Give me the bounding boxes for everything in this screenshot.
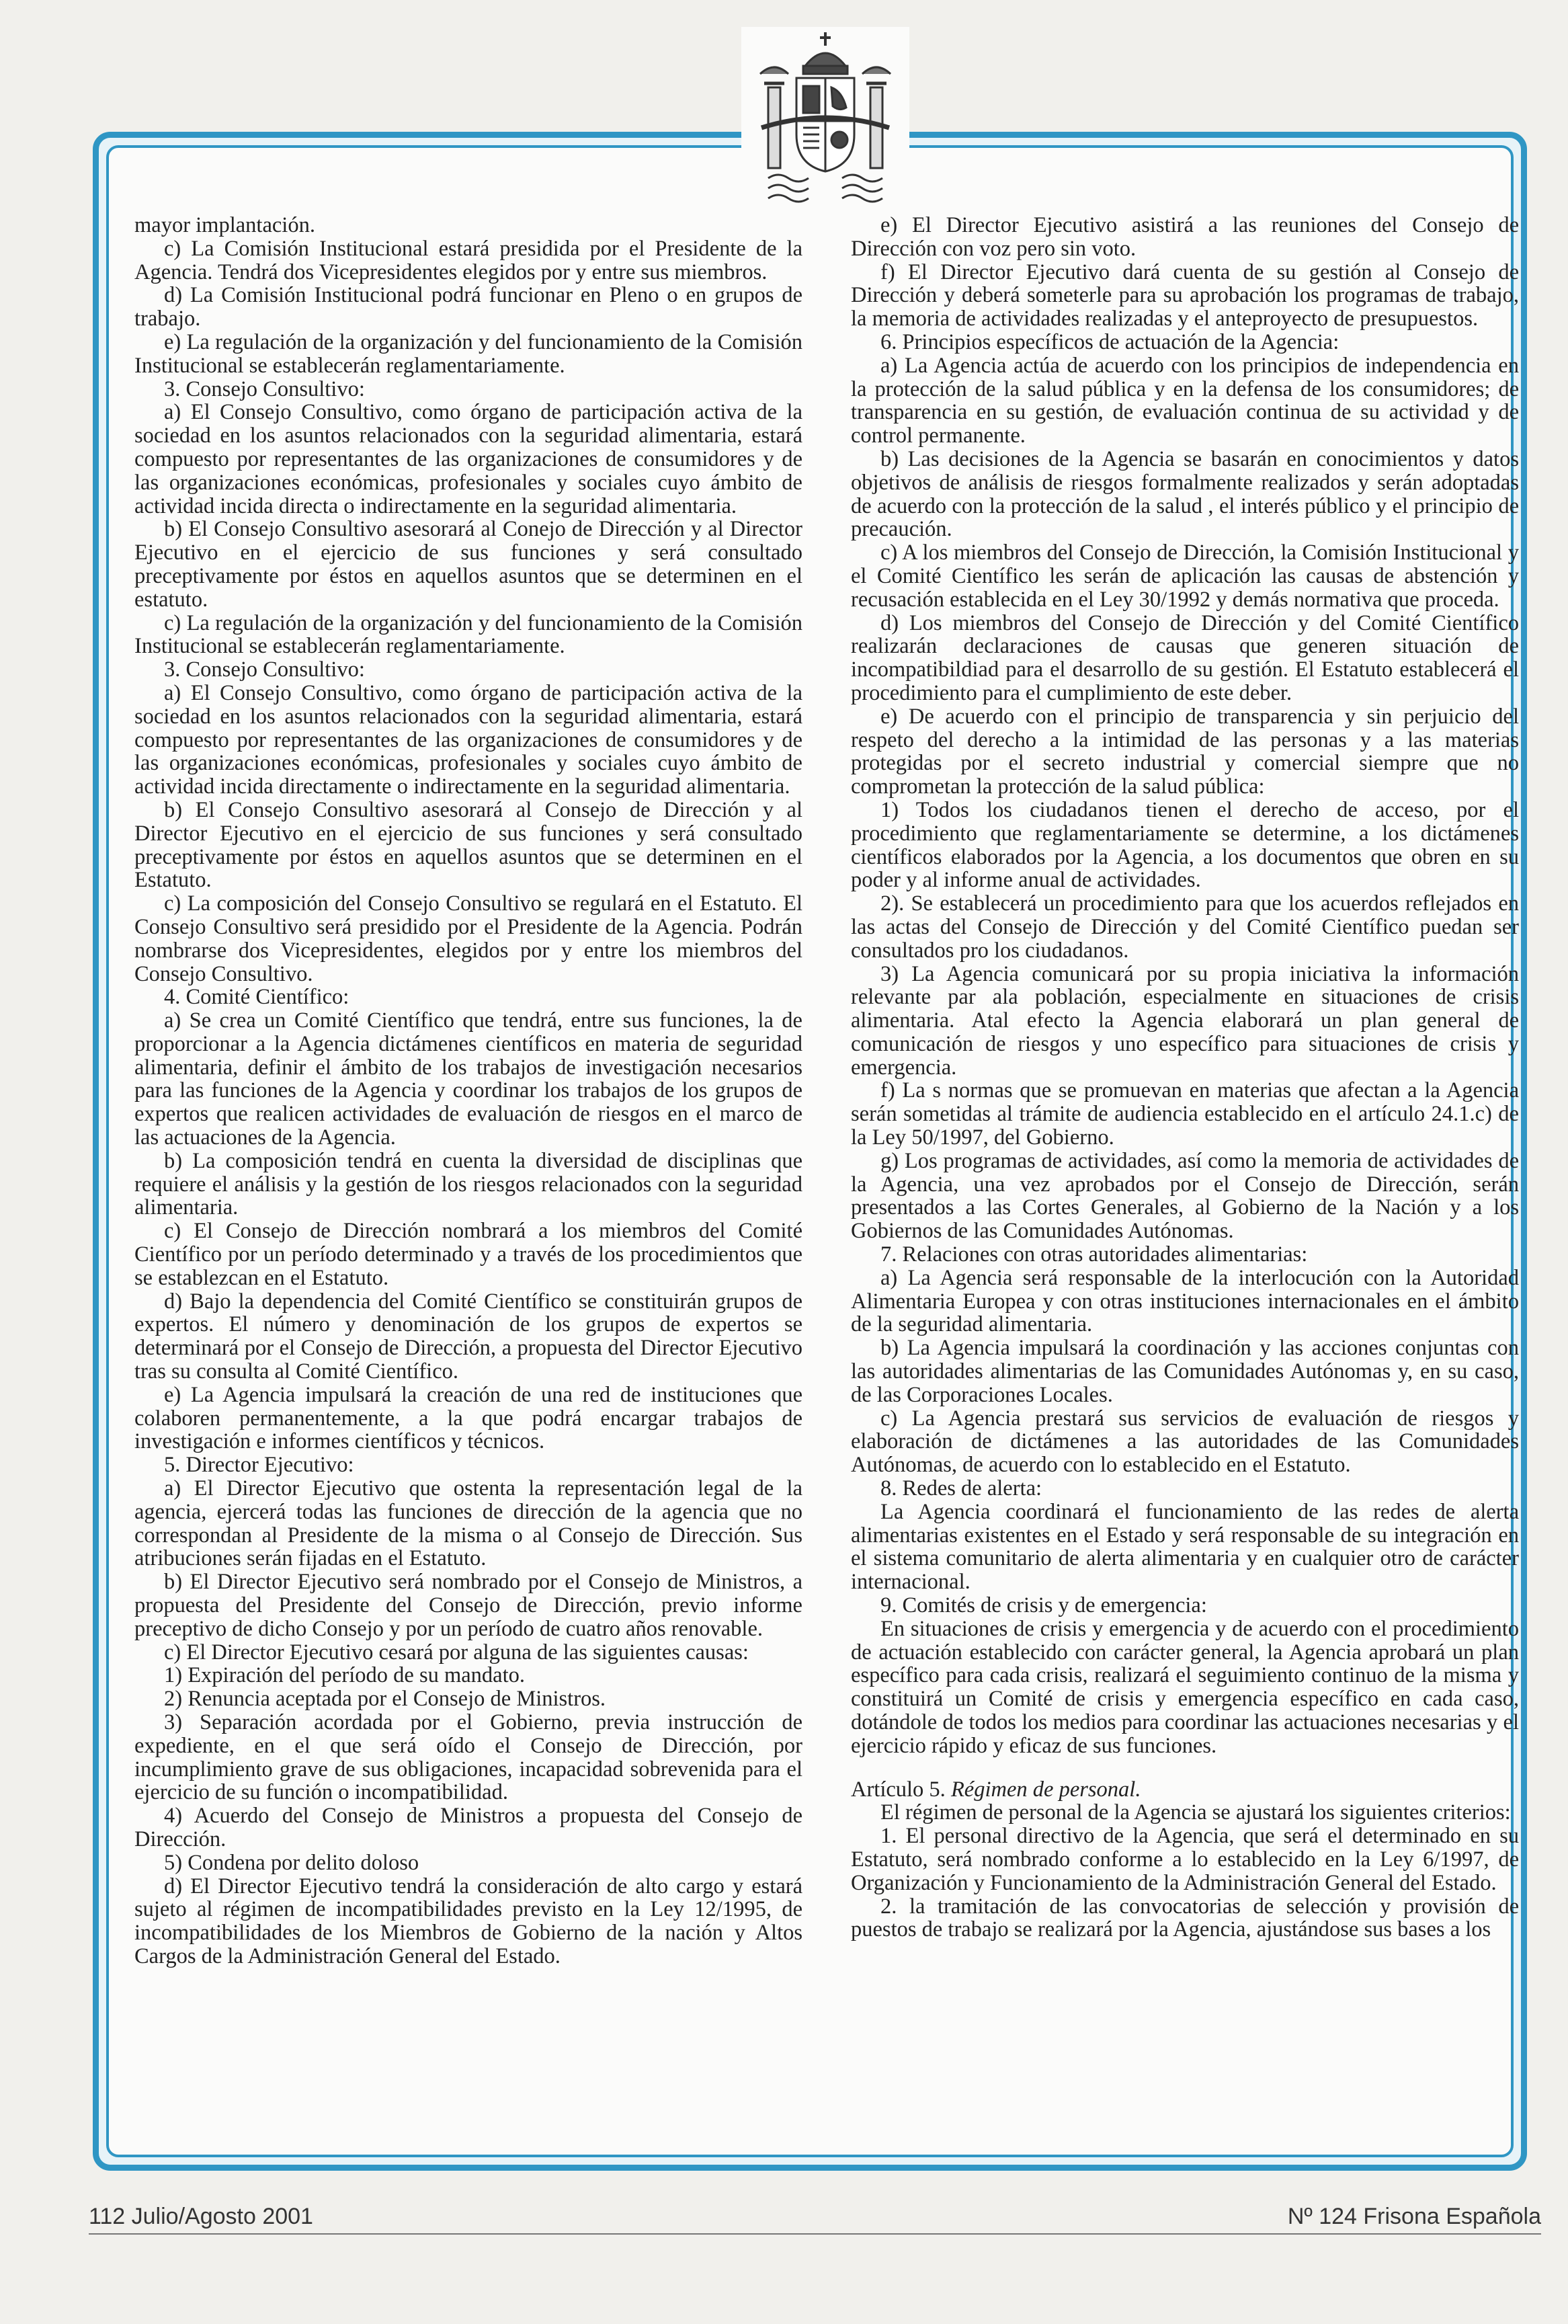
paragraph: a) El Director Ejecutivo que ostenta la representación legal de la agencia, ejercerá todas las funciones de dirección de la agencia que no correspondan al Presidente de la misma o al Consejo de Dirección. Sus atribuciones serán fijadas en el Estatuto. — [134, 1476, 802, 1571]
paragraph: a) El Consejo Consultivo, como órgano de participación activa de la sociedad en los asuntos relacionados con la seguridad alimentaria, estará compuesto por representantes de las organizaciones de consumidores y de las organizaciones económicas, profesionales y sociales cuyo ámbito de actividad incida directa o indirectamente en la seguridad alimentaria. — [134, 400, 802, 518]
paragraph: c) El Director Ejecutivo cesará por alguna de las siguientes causas: — [164, 1640, 749, 1665]
article-5-paragraph: El régimen de personal de la Agencia se ajustará los siguientes criterios: — [880, 1800, 1511, 1825]
article-5-heading: Artículo 5. Régimen de personal. — [851, 1777, 1141, 1802]
paragraph: 8. Redes de alerta: — [880, 1476, 1042, 1501]
paragraph: 2). Se establecerá un procedimiento para que los acuerdos reflejados en las actas del Consejo de Dirección y del Comité Científico puedan ser consultados pro los ciudadanos. — [851, 891, 1519, 963]
paragraph: f) El Director Ejecutivo dará cuenta de su gestión al Consejo de Dirección y deberá someterle para su aprobación los programas de trabajo, la memoria de actividades realizadas y el anteproyecto de presupuestos. — [851, 259, 1519, 331]
paragraph: 3) La Agencia comunicará por su propia iniciativa la información relevante par ala población, especialmente en situaciones de crisis alimentaria. Atal efecto la Agencia elaborará un plan general de comunicación de riesgos y uno específico para situaciones de crisis y emergencia. — [851, 961, 1519, 1080]
right-column-body — [851, 214, 1519, 1758]
paragraph: 1) Expiración del período de su mandato. — [164, 1663, 525, 1688]
paragraph: 4. Comité Científico: — [164, 985, 349, 1010]
paragraph: c) La regulación de la organización y del funcionamiento de la Comisión Institucional se establecerán reglamentariamente. — [134, 610, 802, 659]
paragraph: a) La Agencia será responsable de la interlocución con la Autoridad Alimentaria Europea y con otras instituciones internacionales en el ámbito de la seguridad alimentaria. — [851, 1265, 1519, 1337]
paragraph: mayor implantación. — [134, 214, 315, 237]
right-column — [851, 214, 1519, 2136]
paragraph: d) El Director Ejecutivo tendrá la consideración de alto cargo y estará sujeto al régimen de incompatibilidades previsto en la Ley 12/1995, de incompatibilidades de los Miembros de Gobierno de la nación y Altos Cargos de la Administración General del Estado. — [134, 1874, 802, 1968]
paragraph: e) La regulación de la organización y del funcionamiento de la Comisión Institucional se establecerán reglamentariamente. — [134, 329, 802, 378]
paragraph: 6. Principios específicos de actuación de la Agencia: — [880, 329, 1339, 354]
paragraph: d) La Comisión Institucional podrá funcionar en Pleno o en grupos de trabajo. — [134, 283, 802, 331]
paragraph: 9. Comités de crisis y de emergencia: — [880, 1593, 1207, 1618]
paragraph: b) La composición tendrá en cuenta la diversidad de disciplinas que requiere el análisis y la gestión de los riesgos relacionados con la seguridad alimentaria. — [134, 1148, 802, 1220]
paragraph: b) El Consejo Consultivo asesorará al Conejo de Dirección y al Director Ejecutivo en el ejercicio de sus funciones y será consultado preceptivamente por éstos en aquellos asuntos que se determinen en el estatuto. — [134, 517, 802, 612]
paragraph: 3. Consejo Consultivo: — [164, 376, 365, 401]
paragraph: 3) Separación acordada por el Gobierno, previa instrucción de expediente, en el que será oído el Consejo de Dirección, por incumplimiento grave de sus obligaciones, incapacidad sobrevenida para el ejercicio de su función o incompatibilidad. — [134, 1710, 802, 1805]
paragraph: 5. Director Ejecutivo: — [164, 1453, 354, 1478]
paragraph: c) La Comisión Institucional estará presidida por el Presidente de la Agencia. Tendrá dos Vicepresidentes elegidos por y entre sus miembros. — [134, 236, 802, 284]
paragraph: En situaciones de crisis y emergencia y de acuerdo con el procedimiento de actuación establecido con carácter general, la Agencia aprobará un plan específico para cada crisis, realizará el seguimiento continuo de la misma y constituirá un Comité de crisis y emergencia específico en cada caso, dotándole de todos los medios para coordinar las actuaciones necesarias y el ejercicio rápido y eficaz de sus funciones. — [851, 1616, 1519, 1758]
paragraph: b) La Agencia impulsará la coordinación y las acciones conjuntas con las autoridades alimentarias de las Comunidades Autónomas y, en su caso, de las Corporaciones Locales. — [851, 1336, 1519, 1407]
footer-page-date: 112 Julio/Agosto 2001 — [89, 2204, 313, 2229]
paragraph: b) El Director Ejecutivo será nombrado por el Consejo de Ministros, a propuesta del Presidente del Consejo de Dirección, previo informe preceptivo de dicho Consejo y por un período de cuatro años renovable. — [134, 1570, 802, 1641]
paragraph: d) Bajo la dependencia del Comité Científico se constituirán grupos de expertos. El número y denominación de los grupos de expertos se determinará por el Consejo de Dirección, a propuesta del Director Ejecutivo tras su consulta al Comité Científico. — [134, 1289, 802, 1384]
paragraph: 4) Acuerdo del Consejo de Ministros a propuesta del Consejo de Dirección. — [134, 1804, 802, 1851]
left-column — [134, 214, 802, 2136]
paragraph: g) Los programas de actividades, así como la memoria de actividades de la Agencia, una vez aprobados por el Consejo de Dirección, serán presentados a las Cortes Generales, al Gobierno de la Nación y a los Gobiernos de las Comunidades Autónomas. — [851, 1148, 1519, 1244]
paragraph: c) El Consejo de Dirección nombrará a los miembros del Comité Científico por un período determinado y a través de los procedimientos que se establezcan en el Estatuto. — [134, 1219, 802, 1290]
paragraph: 2) Renuncia aceptada por el Consejo de Ministros. — [164, 1687, 606, 1712]
paragraph: 7. Relaciones con otras autoridades alimentarias: — [880, 1242, 1308, 1267]
footer-issue-title: Nº 124 Frisona Española — [1287, 2204, 1541, 2229]
paragraph: a) El Consejo Consultivo, como órgano de participación activa de la sociedad en los asuntos relacionados con la seguridad alimentaria, estará compuesto por representantes de las organizaciones de consumidores y de las organizaciones económicas, profesionales y sociales cuyo ámbito de actividad incida directamente o indirectamente en la seguridad alimentaria. — [134, 680, 802, 799]
coat-of-arms-icon — [741, 27, 909, 205]
paragraph: 1) Todos los ciudadanos tienen el derecho de acceso, por el procedimiento que reglamentariamente se determine, a los dictámenes científicos elaborados por la Agencia, a los documentos que obren en su poder y al informe anual de actividades. — [851, 797, 1519, 893]
paragraph: d) Los miembros del Consejo de Dirección y del Comité Científico realizarán declaraciones de causas que generen situación de incompatibildiad para el desarrollo de su gestión. El Estatuto establecerá el procedimiento para el cumplimiento de este deber. — [851, 610, 1519, 705]
paragraph: c) A los miembros del Consejo de Dirección, la Comisión Institucional y el Comité Científico les serán de aplicación las causas de abstención y recusación establecida en el Ley 30/1992 y demás normativa que proceda. — [851, 540, 1519, 612]
paragraph: c) La Agencia prestará sus servicios de evaluación de riesgos y elaboración de dictámenes a las autoridades de las Comunidades Autónomas, de acuerdo con lo establecido en el Estatuto. — [851, 1406, 1519, 1478]
paragraph: b) El Consejo Consultivo asesorará al Consejo de Dirección y al Director Ejecutivo en el ejercicio de sus funciones y será consultado preceptivamente por éstos en aquellos asuntos que se determinen en el Estatuto. — [134, 797, 802, 893]
article-5-paragraph: 1. El personal directivo de la Agencia, que será el determinado en su Estatuto, será nombrado conforme a lo establecido en la Ley 6/1997, de Organización y Funcionamiento de la Administración General del Estado. — [851, 1824, 1519, 1895]
paragraph: 3. Consejo Consultivo: — [164, 657, 365, 682]
footer-rule — [89, 2233, 1541, 2235]
paragraph: a) La Agencia actúa de acuerdo con los principios de independencia en la protección de la salud pública y en la defensa de los consumidores; de transparencia en su gestión, de evaluación continua de su actividad y de control permanente. — [851, 353, 1519, 448]
paragraph: c) La composición del Consejo Consultivo se regulará en el Estatuto. El Consejo Consultivo será presidido por el Presidente de la Agencia. Podrán nombrarse dos Vicepresidentes, elegidos por y entre los miembros del Consejo Consultivo. — [134, 891, 802, 986]
paragraph: e) De acuerdo con el principio de transparencia y sin perjuicio del respeto del derecho a la intimidad de las personas y a las materias protegidas por el secreto industrial y comercial siempre que no comprometan la protección de la salud pública: — [851, 704, 1519, 799]
paragraph: a) Se crea un Comité Científico que tendrá, entre sus funciones, la de proporcionar a la Agencia dictámenes científicos en materia de seguridad alimentaria, definir el ámbito de los trabajos de investigación necesarios para las funciones de la Agencia y coordinar los trabajos de los grupos de expertos que realicen actividades de evaluación de riesgos en el marco de las actuaciones de la Agencia. — [134, 1008, 802, 1150]
article-5-paragraph: 2. la tramitación de las convocatorias de selección y provisión de puestos de trabajo se realizará por la Agencia, ajustándose sus bases a los — [851, 1894, 1519, 1942]
paragraph: b) Las decisiones de la Agencia se basarán en conocimientos y datos objetivos de análisis de riesgos formalmente realizados y serán adoptadas de acuerdo con la protección de la salud , el interés público y el principio de precaución. — [851, 446, 1519, 542]
paragraph: La Agencia coordinará el funcionamiento de las redes de alerta alimentarias existentes en el Estado y será responsable de su integración en el sistema comunitario de alerta alimentaria y en cualquier otro de carácter internacional. — [851, 1499, 1519, 1595]
paragraph: e) El Director Ejecutivo asistirá a las reuniones del Consejo de Dirección con voz pero sin voto. — [851, 214, 1519, 261]
paragraph: 5) Condena por delito doloso — [164, 1850, 419, 1875]
paragraph: f) La s normas que se promuevan en materias que afectan a la Agencia serán sometidas al trámite de audiencia establecido en el artículo 24.1.c) de la Ley 50/1997, del Gobierno. — [851, 1078, 1519, 1150]
paragraph: e) La Agencia impulsará la creación de una red de instituciones que colaboren permanentemente, a la que podrá encargar trabajos de investigación e informes científicos y técnicos. — [134, 1382, 802, 1454]
